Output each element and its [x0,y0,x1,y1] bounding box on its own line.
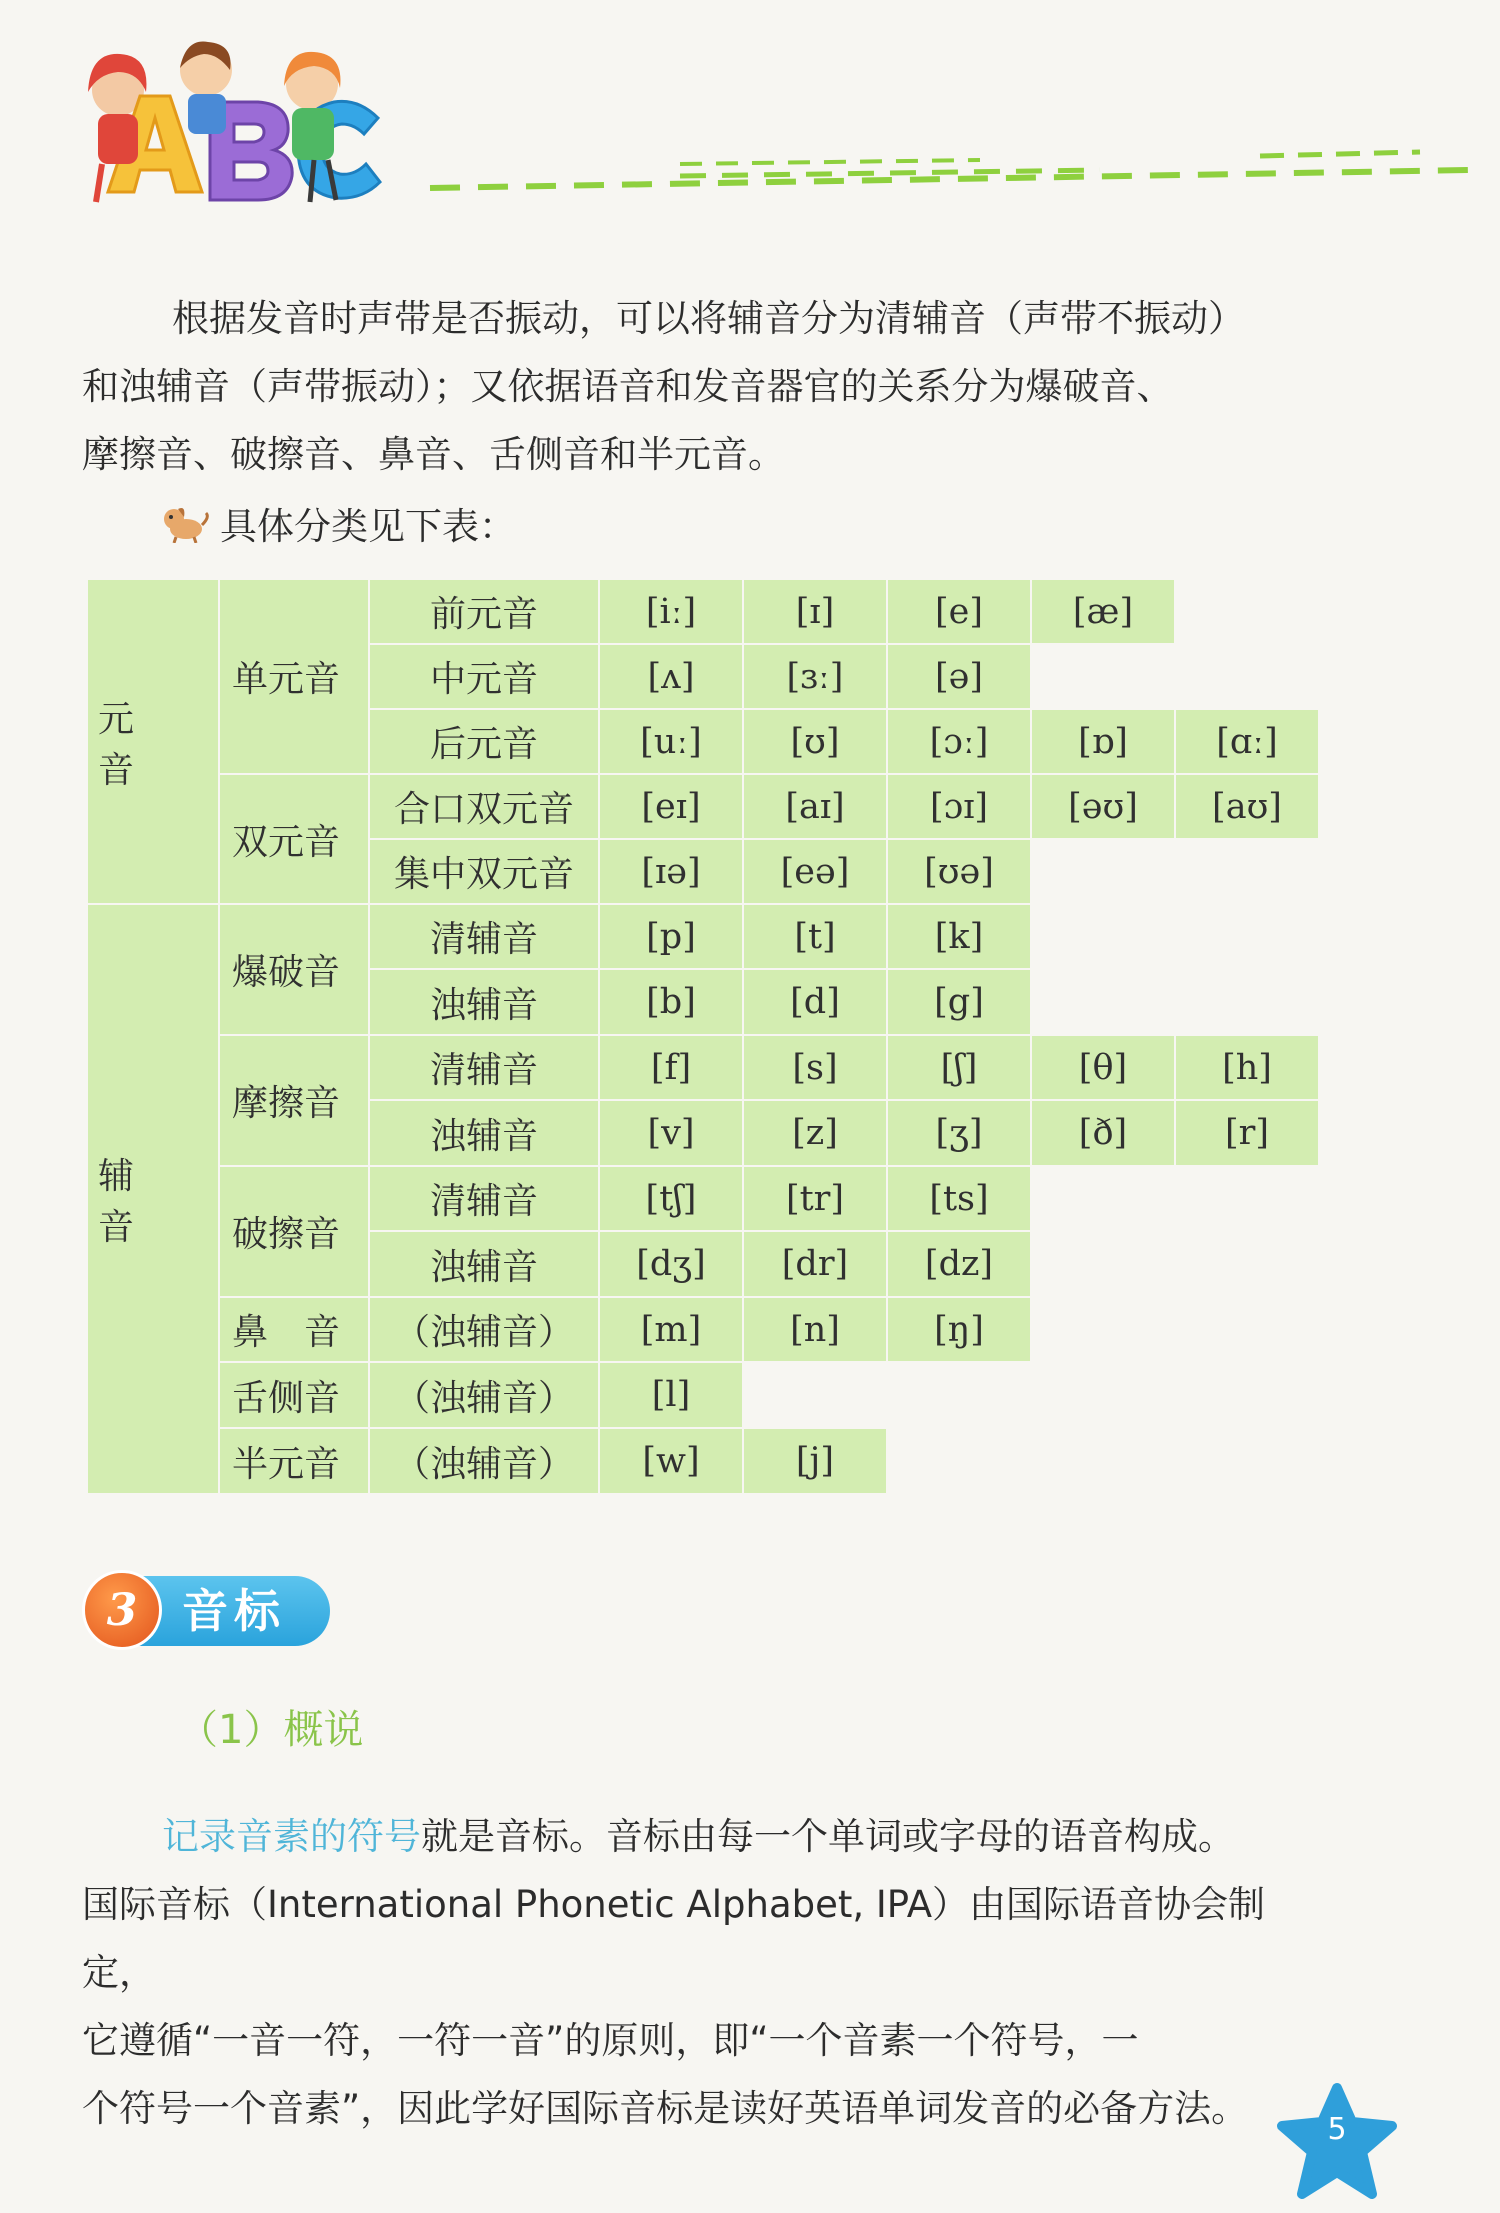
ipa-symbol: [dr] [744,1232,888,1298]
subcategory: 前元音 [370,580,600,645]
subcategory: 清辅音 [370,1036,600,1101]
ipa-symbol: [b] [600,970,744,1036]
subcategory: 合口双元音 [370,775,600,840]
body-line: 个符号一个音素”，因此学好国际音标是读好英语单词发音的必备方法。 [82,2087,1249,2130]
group-diphthong: 双元音 [220,775,370,905]
intro-paragraph [82,285,1322,489]
group-nasal: 鼻 音 [220,1298,370,1363]
subcategory: 清辅音 [370,905,600,970]
ipa-symbol: [ð] [1032,1101,1176,1167]
ipa-symbol: [ʒ] [888,1101,1032,1167]
ipa-symbol: [ɜː] [744,645,888,710]
ipa-symbol: [k] [888,905,1032,970]
green-dashed-divider [420,140,1480,200]
group-lateral: 舌侧音 [220,1363,370,1429]
subcategory: 集中双元音 [370,840,600,905]
ipa-symbol: [t] [744,905,888,970]
ipa-symbol: [m] [600,1298,744,1363]
ipa-symbol: [d] [744,970,888,1036]
category-vowel: 元 音 [88,580,220,905]
subcategory: 浊辅音 [370,1232,600,1298]
table-note-text: 具体分类见下表： [220,505,516,548]
ipa-symbol: [p] [600,905,744,970]
subcategory: （浊辅音） [370,1429,600,1495]
highlight-term: 记录音素的符号 [162,1815,421,1858]
ipa-symbol: [ɔɪ] [888,775,1032,840]
ipa-symbol: [j] [744,1429,888,1495]
subcategory: 后元音 [370,710,600,775]
ipa-symbol: [eə] [744,840,888,905]
ipa-symbol: [g] [888,970,1032,1036]
ipa-overview-paragraph [82,1803,1322,2143]
subcategory: 浊辅音 [370,970,600,1036]
puppy-icon [160,503,210,543]
ipa-symbol: [e] [888,580,1032,645]
group-fricative: 摩擦音 [220,1036,370,1167]
intro-line: 和浊辅音（声带振动）；又依据语音和发音器官的关系分为爆破音、 [82,365,1174,408]
page-number-star [1272,2082,1402,2202]
ipa-symbol: [f] [600,1036,744,1101]
ipa-symbol: [ɔː] [888,710,1032,775]
ipa-symbol: [ɑː] [1176,710,1320,775]
ipa-symbol: [iː] [600,580,744,645]
ipa-symbol: [ts] [888,1167,1032,1232]
ipa-symbol: [v] [600,1101,744,1167]
ipa-symbol: [æ] [1032,580,1176,645]
ipa-symbol: [ŋ] [888,1298,1032,1363]
subcategory: （浊辅音） [370,1363,600,1429]
ipa-symbol: [əʊ] [1032,775,1176,840]
ipa-symbol: [ɪ] [744,580,888,645]
subcategory: 中元音 [370,645,600,710]
page-header [0,0,1500,220]
ipa-symbol: [ɪə] [600,840,744,905]
body-line [82,1803,1322,1871]
ipa-symbol: [aɪ] [744,775,888,840]
ipa-symbol: [ə] [888,645,1032,710]
section-heading [82,1570,332,1652]
section-title: 音标 [182,1584,286,1638]
subcategory: （浊辅音） [370,1298,600,1363]
ipa-symbol: [z] [744,1101,888,1167]
subsection-heading: （1）概说 [178,1707,364,1753]
ipa-symbol: [uː] [600,710,744,775]
ipa-symbol: [w] [600,1429,744,1495]
ipa-symbol: [ʊə] [888,840,1032,905]
body-text: 就是音标。音标由每一个单词或字母的语音构成。 [421,1815,1235,1858]
body-line: 它遵循“一音一符，一符一音”的原则，即“一个音素一个符号，一 [82,2019,1139,2062]
ipa-symbol: [ʃ] [888,1036,1032,1101]
intro-line: 摩擦音、破擦音、鼻音、舌侧音和半元音。 [82,433,785,476]
group-semivowel: 半元音 [220,1429,370,1495]
ipa-symbol: [ʊ] [744,710,888,775]
ipa-symbol: [tr] [744,1167,888,1232]
ipa-symbol: [ɒ] [1032,710,1176,775]
ipa-symbol: [r] [1176,1101,1320,1167]
group-plosive: 爆破音 [220,905,370,1036]
ipa-symbol: [s] [744,1036,888,1101]
page-number: 5 [1327,2112,1347,2147]
ipa-symbol: [n] [744,1298,888,1363]
category-consonant: 辅 音 [88,905,220,1495]
ipa-symbol: [h] [1176,1036,1320,1101]
ipa-symbol: [tʃ] [600,1167,744,1232]
ipa-symbol: [dz] [888,1232,1032,1298]
ipa-symbol: [dʒ] [600,1232,744,1298]
ipa-symbol: [eɪ] [600,775,744,840]
ipa-symbol: [θ] [1032,1036,1176,1101]
body-line: 国际音标（International Phonetic Alphabet, IPA）由国际语音协会制定， [82,1883,1266,1994]
ipa-symbol: [aʊ] [1176,775,1320,840]
group-monophthong: 单元音 [220,580,370,775]
subcategory: 清辅音 [370,1167,600,1232]
subcategory: 浊辅音 [370,1101,600,1167]
section-number-badge: 3 [82,1570,162,1650]
intro-line: 根据发音时声带是否振动，可以将辅音分为清辅音（声带不振动） [172,297,1245,340]
table-note [160,495,516,551]
group-affricate: 破擦音 [220,1167,370,1298]
ipa-symbol: [ʌ] [600,645,744,710]
ipa-symbol: [l] [600,1363,744,1429]
